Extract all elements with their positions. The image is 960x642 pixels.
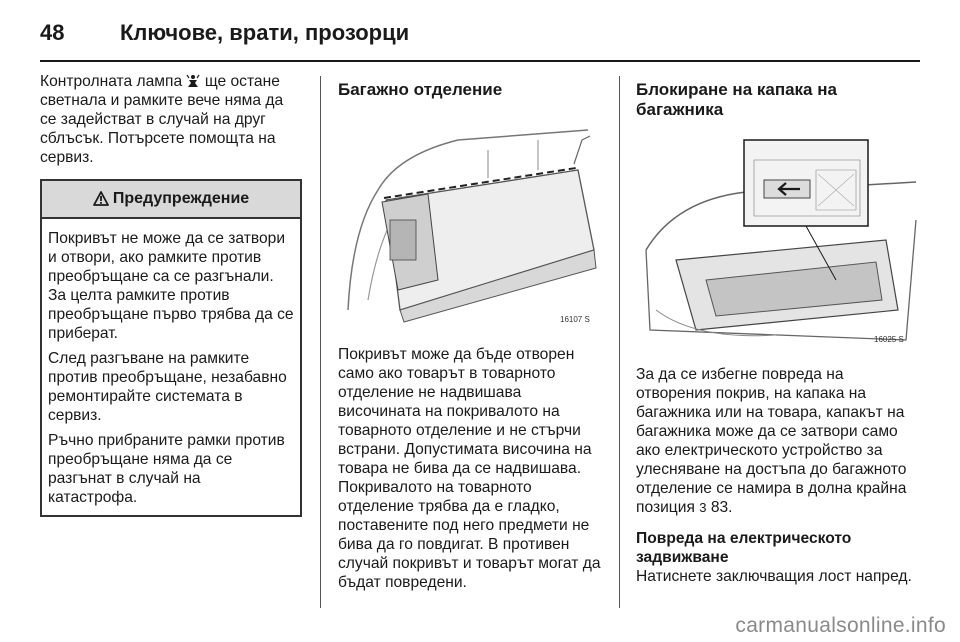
watermark: carmanualsonline.info	[735, 614, 946, 637]
warning-header	[42, 181, 300, 219]
rollover-lamp-icon	[186, 74, 200, 88]
warning-body	[42, 219, 300, 515]
column-3	[636, 72, 920, 586]
intro-paragraph: Контролната лампа ще остане светнала и рамките вече няма да се задействат в случай на друг сблъсък. Потърсете помощта на сервиз.	[40, 73, 284, 166]
trunk-lid-illustration	[636, 130, 920, 353]
column-1	[40, 72, 302, 517]
column-2	[338, 72, 606, 592]
page-number: 48	[40, 20, 65, 45]
trunk-cover-illustration	[338, 110, 606, 333]
warning-triangle-icon	[93, 191, 109, 207]
image-code-right: 16025 S	[874, 335, 904, 344]
page-reference-icon: 3	[699, 500, 707, 515]
subheading-electric-drive: Повреда на електрическото задвижване	[636, 530, 852, 566]
warning-paragraph-2: След разгъване на рамките против преобръщане, незабавно ремонтирайте системата в сервиз.	[48, 350, 287, 424]
section-heading-lid-lock: Блокиране на капака на багажника	[636, 80, 837, 119]
page-reference[interactable]: 83.	[710, 499, 733, 516]
chapter-title: Ключове, врати, прозорци	[120, 20, 410, 45]
warning-title: Предупреждение	[112, 190, 250, 207]
column-divider-1	[320, 76, 321, 608]
electric-drive-body-text: Натиснете заключващия лост напред.	[636, 568, 912, 585]
trunk-body-text: Покривът може да бъде отворен само ако товарът в товарното отделение не надвишава височината на покривалото на товарното отделение и не стърчи встрани. Допустимата височина на товара не бива да се надвишава. Покривалото на товарното отделение трябва да е гладко, поставените под него предмети не бива да го повдигат. В противен случай покривът и товарът могат да бъдат повредени.	[338, 346, 601, 591]
page-header	[40, 14, 920, 54]
warning-paragraph-3: Ръчно прибраните рамки против преобръщане няма да се разгънат в случай на катастрофа.	[48, 432, 285, 506]
lid-lock-body-text: За да се избегне повреда на отворения покрив, на капака на багажника или на товара, капакът на багажника може да се затвори само ако електрическото устройство за улесняване на достъпа до багажното отделение се намира в долна крайна позиция 3 83.	[636, 366, 907, 516]
header-rule	[40, 60, 920, 62]
section-heading-trunk: Багажно отделение	[338, 80, 503, 99]
warning-paragraph-1: Покривът не може да се затвори и отвори, ако рамките против преобръщане са се разгънали. За целта рамките против преобръщане първо трябва да се приберат.	[48, 230, 294, 342]
image-code-left: 16107 S	[560, 315, 590, 324]
column-divider-2	[619, 76, 620, 608]
warning-box	[40, 179, 302, 517]
